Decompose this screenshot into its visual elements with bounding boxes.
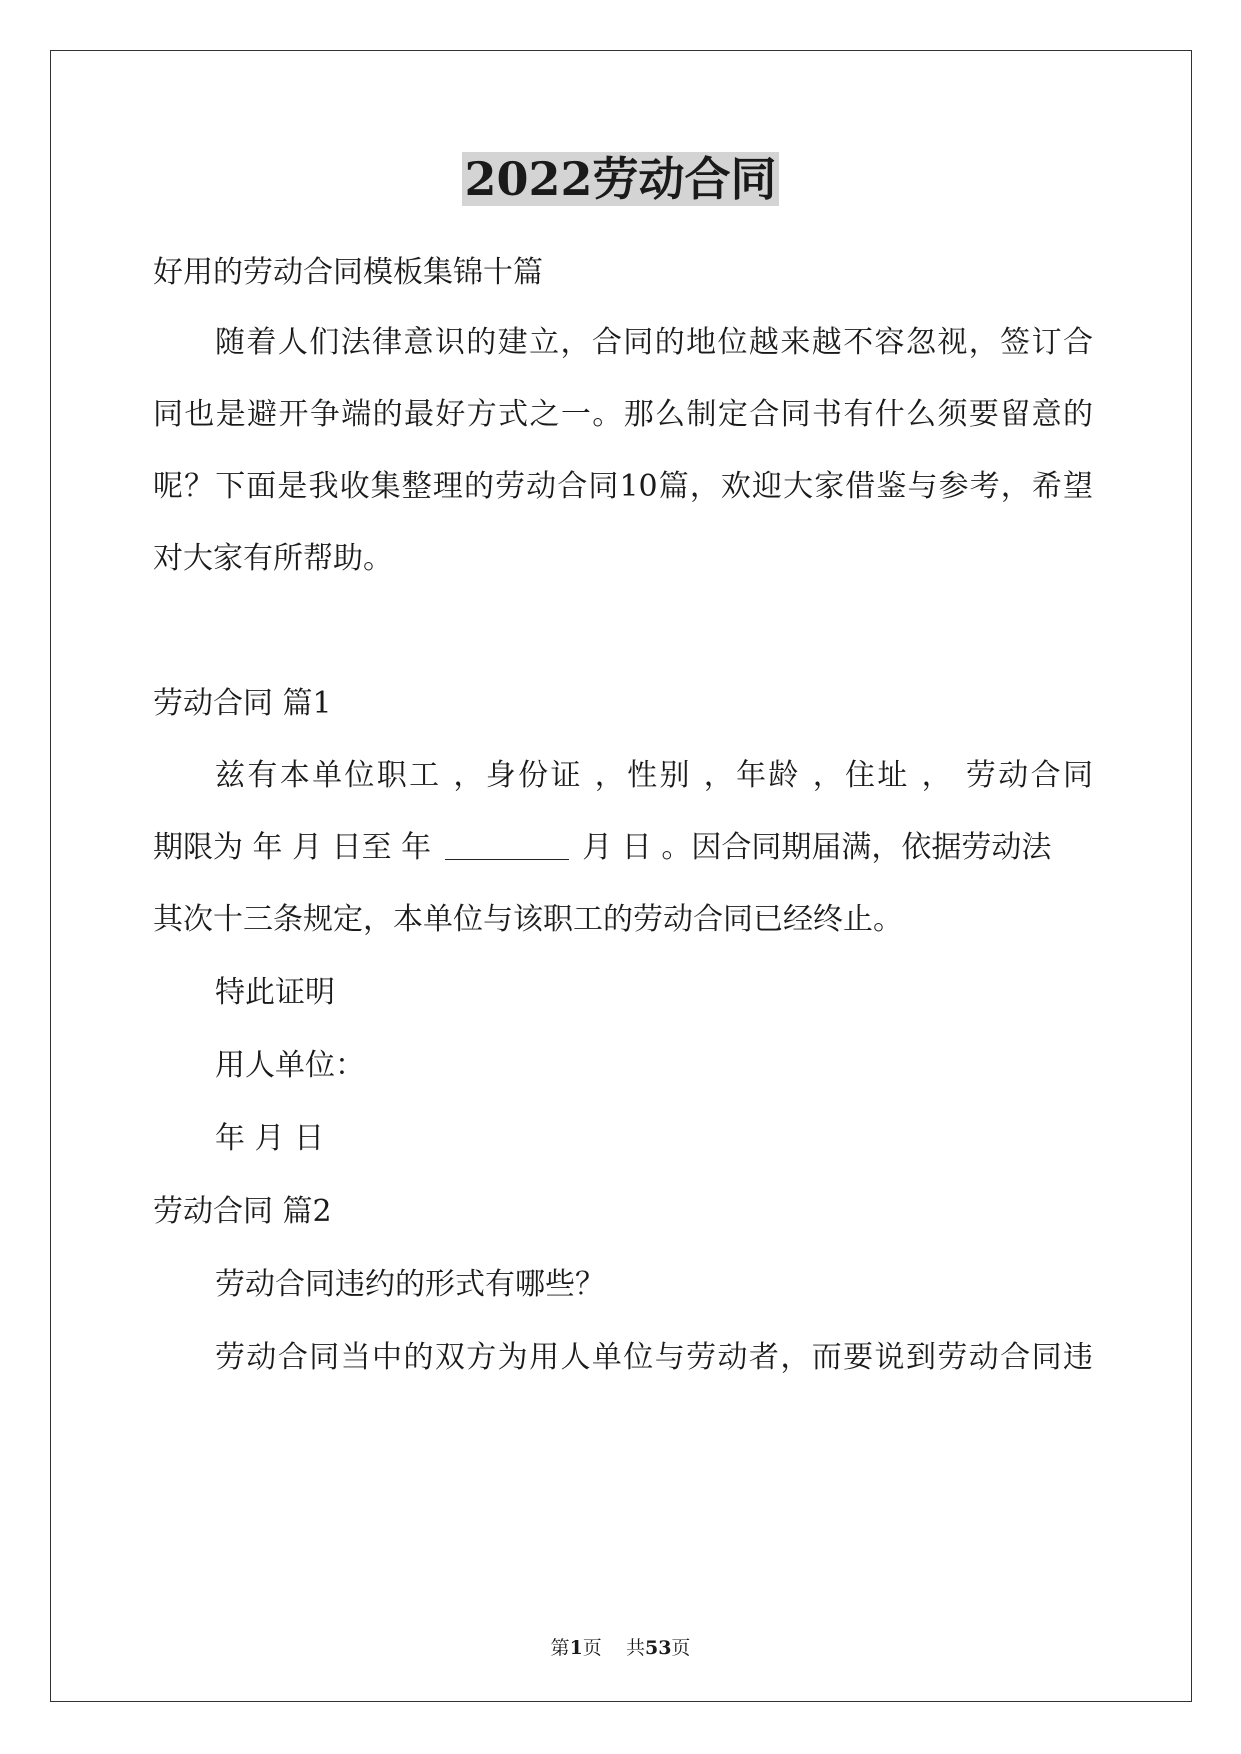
section2-paragraph-line-1: 劳动合同当中的双方为用人单位与劳动者，而要说到劳动合同违 xyxy=(215,1340,1093,1375)
page-border xyxy=(50,50,1192,1702)
document-subtitle: 好用的劳动合同模板集锦十篇 xyxy=(153,255,543,290)
footer-middle: 页 共 xyxy=(582,1637,645,1659)
intro-line-4: 对大家有所帮助。 xyxy=(153,541,393,576)
intro-line-2: 同也是避开争端的最好方式之一。那么制定合同书有什么须要留意的 xyxy=(153,397,1093,432)
footer-suffix: 页 xyxy=(671,1637,691,1659)
intro-line-3: 呢？下面是我收集整理的劳动合同10篇，欢迎大家借鉴与参考，希望 xyxy=(153,469,1093,504)
total-pages: 53 xyxy=(644,1637,672,1659)
employer-label: 用人单位： xyxy=(215,1048,365,1083)
intro-line-1: 随着人们法律意识的建立，合同的地位越来越不容忽视，签订合 xyxy=(215,325,1093,360)
certification-text: 特此证明 xyxy=(215,975,335,1010)
section1-line-2-end: 月 日 。因合同期届满，依据劳动法 xyxy=(582,830,1052,865)
section1-line-3: 其次十三条规定，本单位与该职工的劳动合同已经终止。 xyxy=(153,902,903,937)
footer-prefix: 第 xyxy=(550,1637,570,1659)
section1-line-1: 兹有本单位职工 ，身份证 ，性别 ，年龄 ，住址 ， 劳动合同 xyxy=(215,758,1093,793)
section-heading-2: 劳动合同 篇2 xyxy=(153,1194,332,1229)
page-footer xyxy=(0,1633,1241,1660)
section-heading-1: 劳动合同 篇1 xyxy=(153,686,332,721)
blank-underline xyxy=(445,829,569,860)
section2-question: 劳动合同违约的形式有哪些？ xyxy=(215,1267,605,1302)
document-title: 2022劳动合同 xyxy=(464,152,777,206)
section1-line-2-start: 期限为 年 月 日至 年 xyxy=(153,830,432,865)
section1-line-2 xyxy=(153,822,1051,866)
date-line: 年 月 日 xyxy=(215,1121,325,1156)
page-number: 1 xyxy=(569,1637,583,1659)
